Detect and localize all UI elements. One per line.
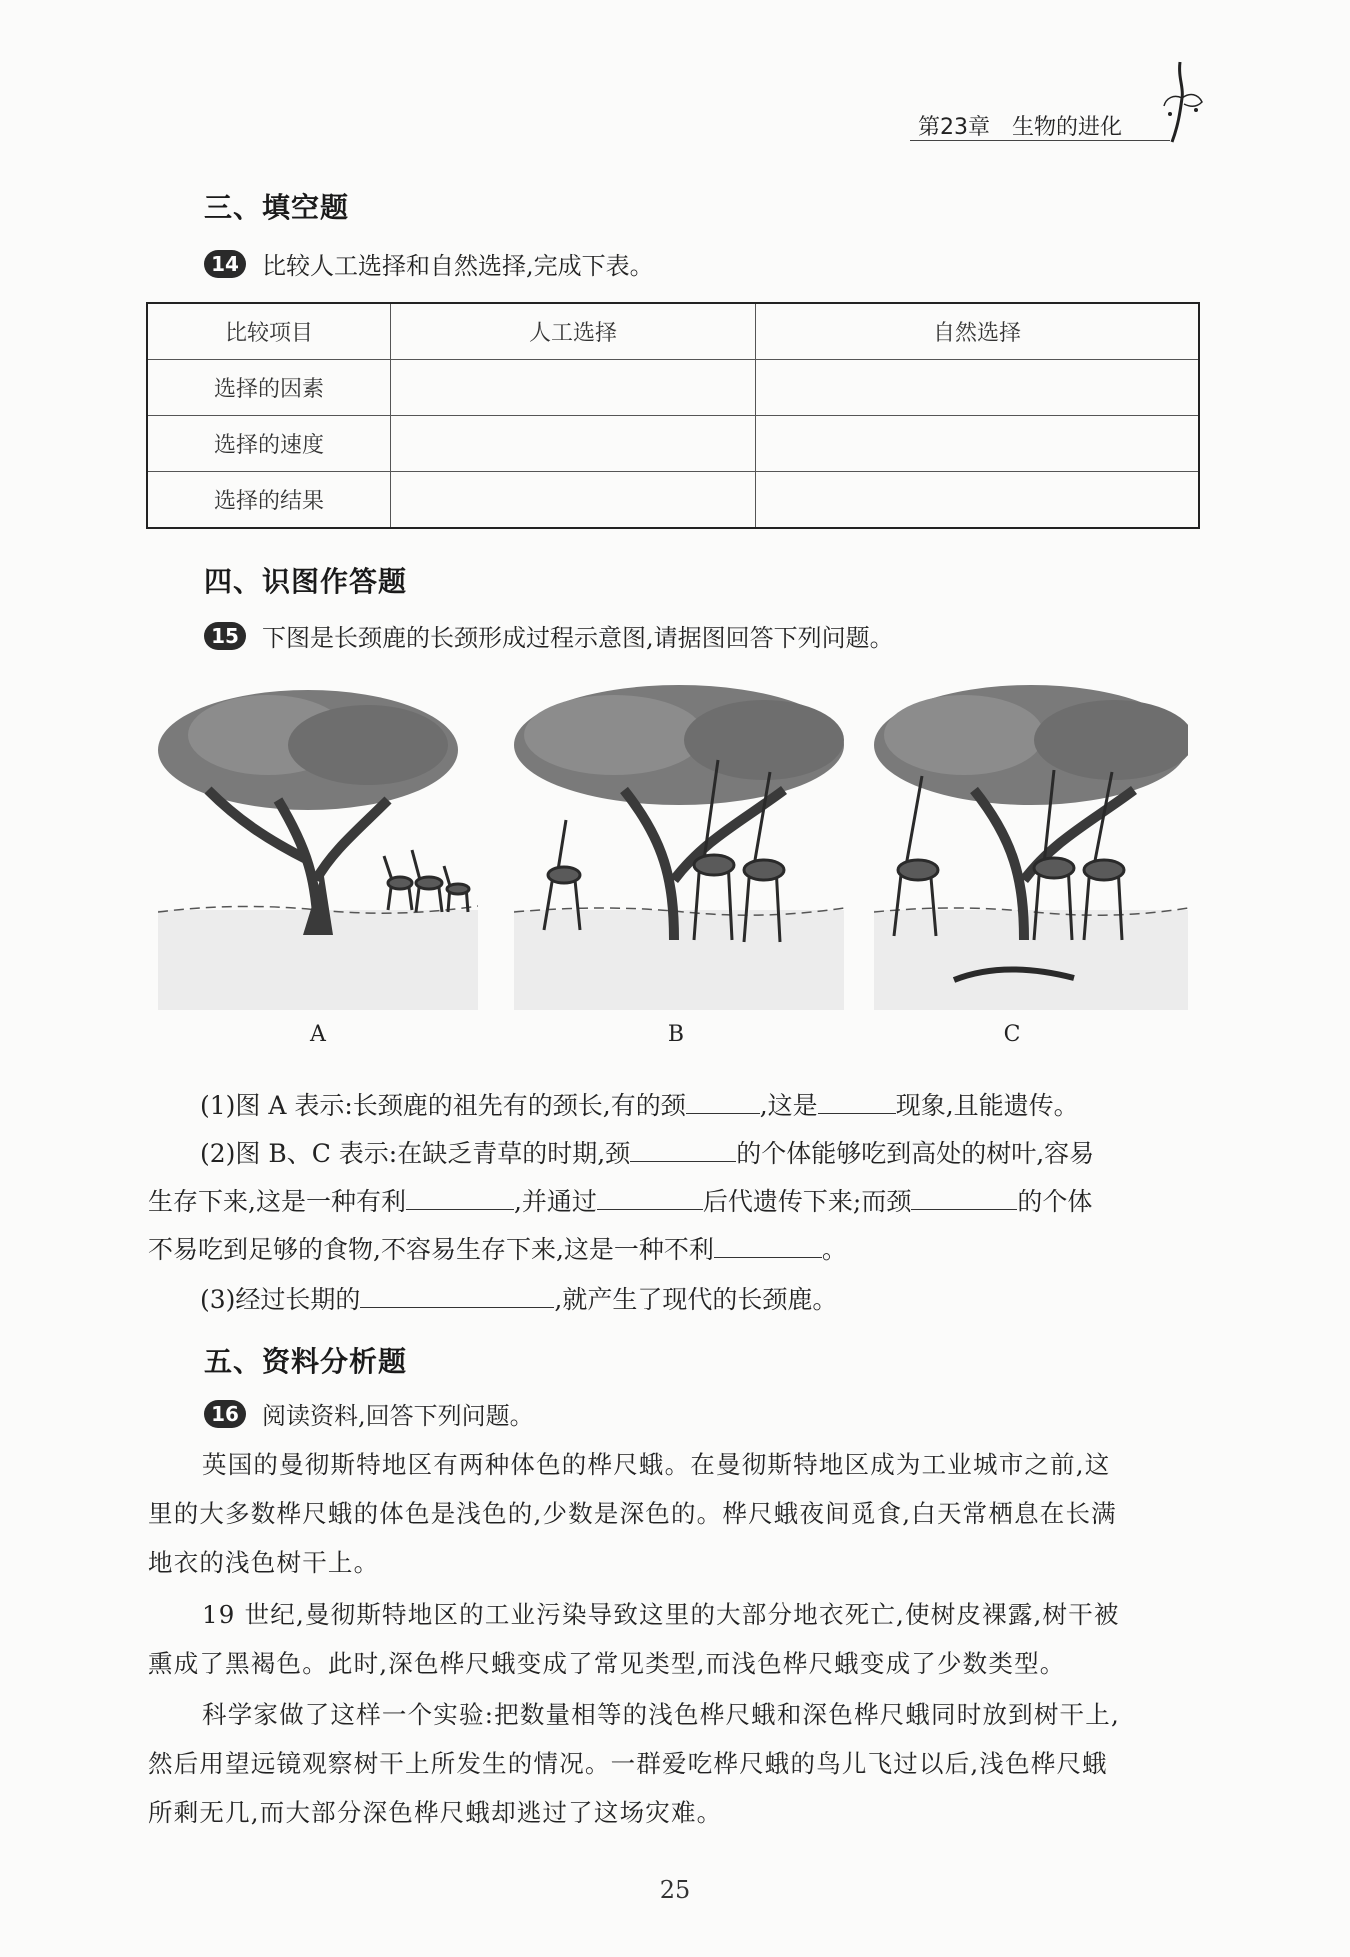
text-segment: ,就产生了现代的长颈鹿。 [554, 1285, 838, 1314]
paragraph-line: 19 世纪,曼彻斯特地区的工业污染导致这里的大部分地衣死亡,使树皮裸露,树干被 [202, 1600, 1120, 1629]
table-row [147, 416, 1199, 472]
table-row-label: 选择的因素 [147, 360, 391, 416]
table-header-cell: 人工选择 [391, 303, 756, 360]
section-heading-fill-blank: 三、填空题 [204, 191, 350, 224]
chapter-name: 生物的进化 [1012, 115, 1123, 140]
reading-paragraph-2 [148, 1590, 1202, 1688]
table-row-label: 选择的结果 [147, 472, 391, 529]
table-row-label: 选择的速度 [147, 416, 391, 472]
question-number-badge: 15 [204, 622, 246, 650]
table-header-cell: 自然选择 [756, 303, 1200, 360]
answer-blank[interactable] [686, 1087, 760, 1114]
text-segment: ,并通过 [513, 1187, 597, 1216]
question-15-text: 下图是长颈鹿的长颈形成过程示意图,请据图回答下列问题。 [262, 624, 894, 652]
figure-label-c: C [1003, 1022, 1021, 1047]
answer-blank[interactable] [630, 1135, 736, 1162]
paragraph-line: 所剩无几,而大部分深色桦尺蛾却逃过了这场灾难。 [148, 1798, 723, 1827]
table-row [147, 360, 1199, 416]
answer-cell[interactable] [756, 416, 1200, 472]
paragraph-line: 英国的曼彻斯特地区有两种体色的桦尺蛾。在曼彻斯特地区成为工业城市之前,这 [202, 1450, 1111, 1479]
question-14 [204, 246, 654, 281]
text-segment: 不易吃到足够的食物,不容易生存下来,这是一种不利 [148, 1235, 714, 1264]
paragraph-line: 然后用望远镜观察树干上所发生的情况。一群爱吃桦尺蛾的鸟儿飞过以后,浅色桦尺蛾 [148, 1749, 1108, 1778]
answer-blank[interactable] [406, 1183, 514, 1210]
answer-blank[interactable] [911, 1183, 1017, 1210]
chapter-title [918, 110, 1144, 141]
figure-label-b: B [667, 1022, 685, 1047]
paragraph-line: 科学家做了这样一个实验:把数量相等的浅色桦尺蛾和深色桦尺蛾同时放到树干上, [202, 1700, 1120, 1729]
answer-blank[interactable] [818, 1087, 896, 1114]
table-header-cell: 比较项目 [147, 303, 391, 360]
paragraph-line: 熏成了黑褐色。此时,深色桦尺蛾变成了常见类型,而浅色桦尺蛾变成了少数类型。 [148, 1649, 1066, 1678]
chapter-number: 第23章 [918, 115, 990, 140]
text-segment: (1)图 A 表示:长颈鹿的祖先有的颈长,有的颈 [200, 1091, 686, 1120]
reading-paragraph-1 [148, 1440, 1202, 1587]
text-segment: (3)经过长期的 [200, 1285, 361, 1314]
answer-cell[interactable] [756, 360, 1200, 416]
question-number-badge: 14 [204, 250, 246, 278]
table-row [147, 472, 1199, 529]
giraffe-figures [158, 680, 1188, 1020]
question-16-text: 阅读资料,回答下列问题。 [262, 1402, 534, 1430]
figure-label-a: A [310, 1022, 326, 1047]
text-segment: (2)图 B、C 表示:在缺乏青草的时期,颈 [200, 1139, 631, 1168]
text-segment: ,这是 [759, 1091, 818, 1120]
question-15-part-2-line-3 [148, 1230, 1202, 1270]
answer-cell[interactable] [391, 416, 756, 472]
paragraph-line: 地衣的浅色树干上。 [148, 1548, 380, 1577]
question-15-part-1 [200, 1086, 1202, 1126]
answer-blank[interactable] [597, 1183, 703, 1210]
answer-cell[interactable] [391, 472, 756, 529]
figure-b-illustration [514, 680, 844, 1010]
answer-cell[interactable] [756, 472, 1200, 529]
section-heading-picture-question: 四、识图作答题 [204, 565, 408, 598]
section-heading-data-analysis: 五、资料分析题 [204, 1345, 408, 1378]
question-15 [204, 618, 894, 653]
figure-c-illustration [874, 680, 1188, 1010]
question-14-text: 比较人工选择和自然选择,完成下表。 [262, 252, 654, 280]
question-16 [204, 1396, 534, 1431]
text-segment: 。 [821, 1235, 847, 1264]
table-header-row [147, 303, 1199, 360]
comparison-table [146, 302, 1200, 529]
answer-cell[interactable] [391, 360, 756, 416]
text-segment: 后代遗传下来;而颈 [702, 1187, 912, 1216]
text-segment: 现象,且能遗传。 [895, 1091, 1079, 1120]
answer-blank[interactable] [360, 1281, 554, 1308]
question-number-badge: 16 [204, 1400, 246, 1428]
paragraph-line: 里的大多数桦尺蛾的体色是浅色的,少数是深色的。桦尺蛾夜间觅食,白天常栖息在长满 [148, 1499, 1117, 1528]
feather-ornament-icon [1152, 58, 1212, 148]
figure-a-illustration [158, 680, 478, 1010]
reading-paragraph-3 [148, 1690, 1202, 1837]
header-rule [910, 140, 1170, 141]
text-segment: 生存下来,这是一种有利 [148, 1187, 406, 1216]
question-15-part-2 [200, 1134, 1202, 1174]
answer-blank[interactable] [714, 1231, 822, 1258]
text-segment: 的个体能够吃到高处的树叶,容易 [736, 1139, 1095, 1168]
text-segment: 的个体 [1017, 1187, 1093, 1216]
question-15-part-2-line-2 [148, 1182, 1202, 1222]
page-number: 25 [659, 1876, 691, 1904]
question-15-part-3 [200, 1280, 1202, 1320]
